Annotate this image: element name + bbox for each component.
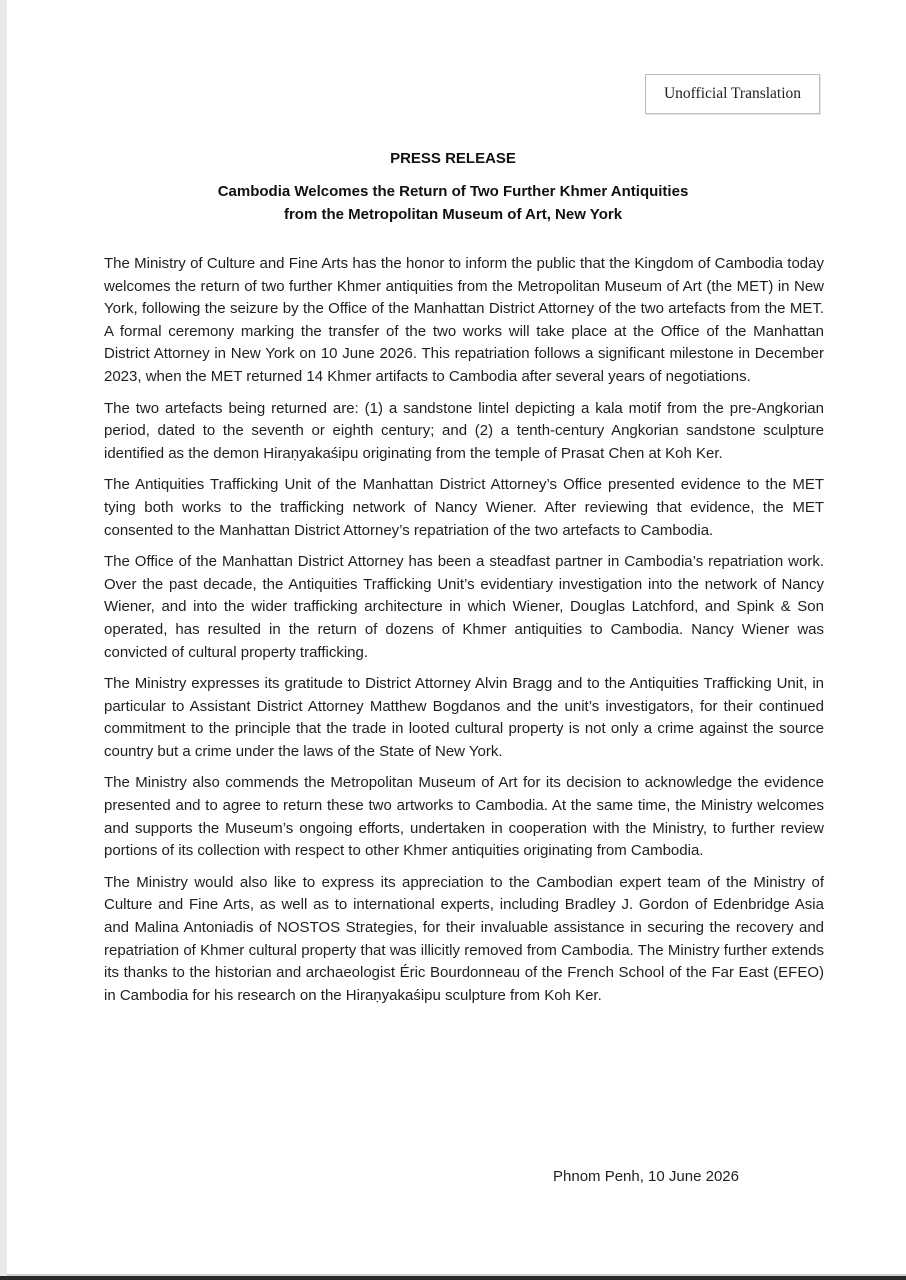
paragraph-partnership: The Office of the Manhattan District Attorney has been a steadfast partner in Cambodia’s repatriation work. Over the past decade, the Antiquities Trafficking Unit’s evidentiary investigation into the network of Nancy Wiener, and into the wider trafficking architecture in which Wiener, Douglas Latchford, and Spink & Son operated, has resulted in the return of dozens of Khmer antiquities to Cambodia. Nancy Wiener was convicted of cultural property trafficking. <box>104 553 824 661</box>
place-and-date: Phnom Penh, 10 June 2026 <box>553 1168 739 1185</box>
paragraph-evidence: The Antiquities Trafficking Unit of the Manhattan District Attorney’s Office presented evidence to the MET tying both works to the trafficking network of Nancy Wiener. After reviewing that evidence, the MET consented to the Manhattan District Attorney’s repatriation of the two artefacts to Cambodia. <box>104 476 824 539</box>
headline-line-2: from the Metropolitan Museum of Art, New York <box>283 206 623 223</box>
unofficial-translation-badge: Unofficial Translation <box>645 74 820 114</box>
press-release-body <box>104 253 824 1016</box>
page-bottom-edge <box>0 1276 906 1280</box>
paragraph-artefacts: The two artefacts being returned are: (1) a sandstone lintel depicting a kala motif from the pre-Angkorian period, dated to the seventh or eighth century; and (2) a tenth-century Angkorian sandstone sculpture identified as the demon Hiraṇyakaśipu originating from the temple of Prasat Chen at Koh Ker. <box>104 399 824 462</box>
paragraph-expert-thanks: The Ministry would also like to express its appreciation to the Cambodian expert team of the Ministry of Culture and Fine Arts, as well as to international experts, including Bradley J. Gordon of Edenbridge Asia and Malina Antoniadis of NOSTOS Strategies, for their invaluable assistance in securing the recovery and repatriation of Khmer cultural property that was illicitly removed from Cambodia. The Ministry further extends its thanks to the historian and archaeologist Éric Bourdonneau of the French School of the Far East (EFEO) in Cambodia for his research on the Hiraṇyakaśipu sculpture from Koh Ker. <box>104 873 824 1004</box>
paragraph-met-commendation: The Ministry also commends the Metropolitan Museum of Art for its decision to acknowledge the evidence presented and to agree to return these two artworks to Cambodia. At the same time, the Ministry welcomes and supports the Museum’s ongoing efforts, undertaken in cooperation with the Ministry, to further review portions of its collection with respect to other Khmer antiquities originating from Cambodia. <box>104 774 824 860</box>
paragraph-gratitude-da: The Ministry expresses its gratitude to District Attorney Alvin Bragg and to the Antiquities Trafficking Unit, in particular to Assistant District Attorney Matthew Bogdanos and the unit’s investigators, for their continued commitment to the principle that the trade in looted cultural property is not only a crime against the source country but a crime under the laws of the State of New York. <box>104 675 824 760</box>
paragraph-announcement: The Ministry of Culture and Fine Arts has the honor to inform the public that the Kingdom of Cambodia today welcomes the return of two further Khmer antiquities from the Metropolitan Museum of Art (the MET) in New York, following the seizure by the Office of the Manhattan District Attorney of the two artefacts from the MET. A formal ceremony marking the transfer of the two works will take place at the Office of the Manhattan District Attorney in New York on 10 June 2026. This repatriation follows a significant milestone in December 2023, when the MET returned 14 Khmer artifacts to Cambodia after several years of negotiations. <box>104 255 824 385</box>
headline-line-1: Cambodia Welcomes the Return of Two Further Khmer Antiquities <box>217 183 689 200</box>
press-release-label: PRESS RELEASE <box>390 150 516 167</box>
